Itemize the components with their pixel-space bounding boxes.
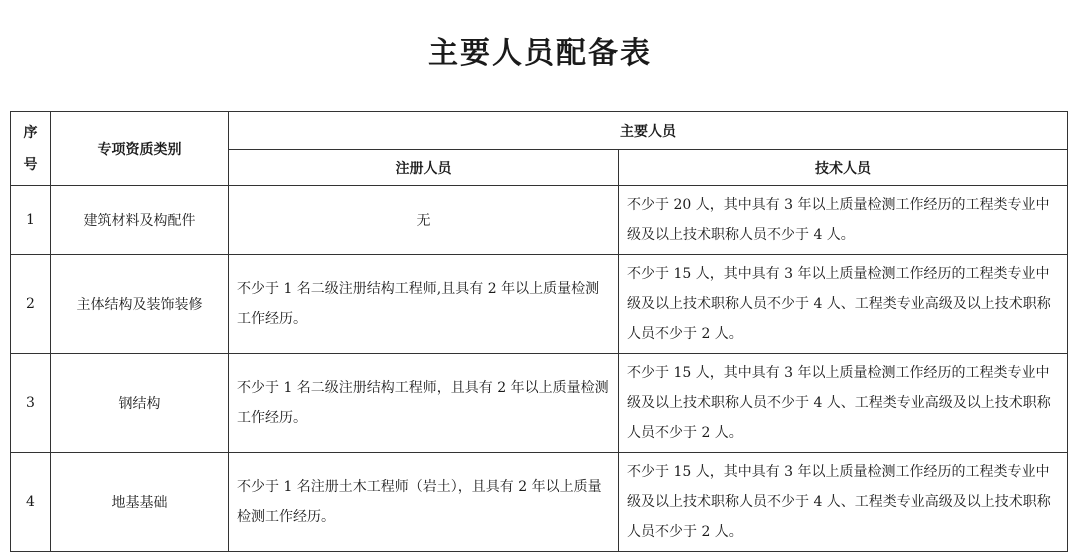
header-seq [11,112,51,186]
row-technical: 不少于 15 人，其中具有 3 年以上质量检测工作经历的工程类专业中级及以上技术职称人员不少于 4 人、工程类专业高级及以上技术职称人员不少于 2 人。 [619,453,1068,552]
row-registered: 不少于 1 名二级注册结构工程师,且具有 2 年以上质量检测工作经历。 [229,255,619,354]
header-main-staff: 主要人员 [229,112,1068,150]
row-category: 钢结构 [51,354,229,453]
table-row [11,453,1068,552]
header-category: 专项资质类别 [51,112,229,186]
row-number: 4 [11,453,51,552]
row-registered: 不少于 1 名注册土木工程师（岩土），且具有 2 年以上质量检测工作经历。 [229,453,619,552]
table-row [11,255,1068,354]
row-category: 地基基础 [51,453,229,552]
staff-table [10,111,1068,552]
row-registered: 不少于 1 名二级注册结构工程师，且具有 2 年以上质量检测工作经历。 [229,354,619,453]
row-category: 主体结构及装饰装修 [51,255,229,354]
row-technical: 不少于 15 人，其中具有 3 年以上质量检测工作经历的工程类专业中级及以上技术职称人员不少于 4 人、工程类专业高级及以上技术职称人员不少于 2 人。 [619,354,1068,453]
header-registered: 注册人员 [229,150,619,186]
header-seq-line-2: 号 [23,156,38,173]
row-number: 2 [11,255,51,354]
header-technical: 技术人员 [619,150,1068,186]
table-row [11,354,1068,453]
table-row [11,186,1068,255]
header-seq-line-1: 序 [23,124,38,141]
row-number: 1 [11,186,51,255]
row-technical: 不少于 15 人，其中具有 3 年以上质量检测工作经历的工程类专业中级及以上技术职称人员不少于 4 人、工程类专业高级及以上技术职称人员不少于 2 人。 [619,255,1068,354]
row-registered: 无 [229,186,619,255]
row-number: 3 [11,354,51,453]
row-technical: 不少于 20 人，其中具有 3 年以上质量检测工作经历的工程类专业中级及以上技术职称人员不少于 4 人。 [619,186,1068,255]
page-title: 主要人员配备表 [428,36,652,71]
row-category: 建筑材料及构配件 [51,186,229,255]
